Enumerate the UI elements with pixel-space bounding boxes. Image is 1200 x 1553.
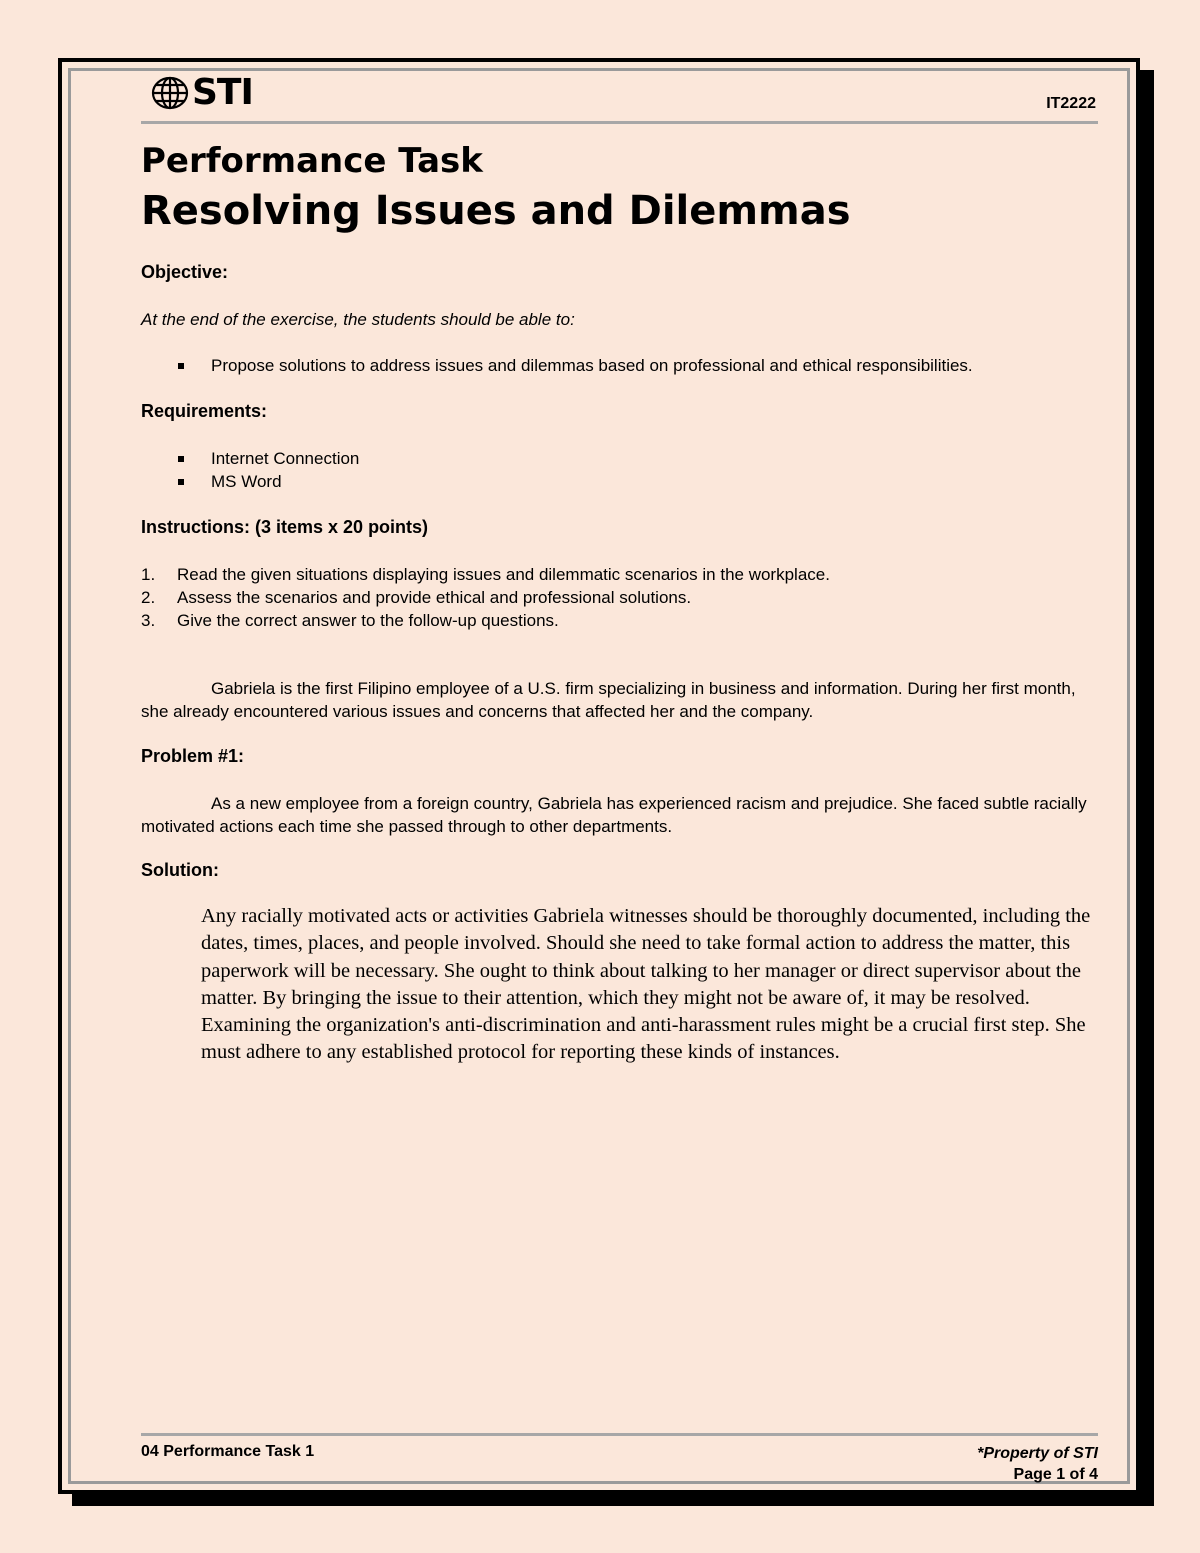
problem-heading: Problem #1: <box>141 746 245 766</box>
header-rule <box>141 121 1098 124</box>
page-title: Performance Task <box>141 141 483 181</box>
step-text: Read the given situations displaying issues and dilemmatic scenarios in the workplace. <box>177 565 830 584</box>
objective-intro: At the end of the exercise, the students should be able to: <box>141 310 575 329</box>
requirements-heading: Requirements: <box>141 401 268 421</box>
globe-icon <box>150 75 190 111</box>
course-code: IT2222 <box>1046 95 1096 112</box>
objective-list <box>141 354 1101 377</box>
solution-heading: Solution: <box>141 860 219 880</box>
list-item: MS Word <box>141 470 1101 493</box>
solution-paragraph: Any racially motivated acts or activities Gabriela witnesses should be thoroughly documented, including the dates, times, places, and people involved. Should she need to take formal action to address the matter, this paperwork will be necessary. She ought to think about talking to her manager or direct supervisor about the matter. By bringing the issue to their attention, which they might not be aware of, it may be resolved. Examining the organization's anti-discrimination and anti-harassment rules might be a crucial first step. She must adhere to any established protocol for reporting these kinds of instances. <box>201 905 1091 1064</box>
sti-logo <box>150 73 253 113</box>
list-item: Internet Connection <box>141 447 1101 470</box>
requirements-list <box>141 447 1101 493</box>
list-item <box>141 563 1101 586</box>
list-item <box>141 586 1101 609</box>
step-text: Give the correct answer to the follow-up questions. <box>177 611 559 630</box>
scenario-paragraph: Gabriela is the first Filipino employee of a U.S. firm specializing in business and information. During her first month, she already encountered various issues and concerns that affected her and the company. <box>141 679 1076 721</box>
step-number: 2. <box>141 588 156 607</box>
page-number: Page 1 of 4 <box>1013 1466 1098 1483</box>
logo-text: STI <box>192 72 253 113</box>
list-item <box>141 609 1101 632</box>
step-number: 1. <box>141 565 156 584</box>
problem-paragraph: As a new employee from a foreign country, Gabriela has experienced racism and prejudice. She faced subtle racially motivated actions each time she passed through to other departments. <box>141 794 1087 836</box>
footer-property: *Property of STI <box>977 1445 1098 1462</box>
list-item: Propose solutions to address issues and dilemmas based on professional and ethical responsibilities. <box>141 354 1101 377</box>
objective-heading: Objective: <box>141 262 229 282</box>
footer-rule <box>141 1433 1098 1436</box>
step-text: Assess the scenarios and provide ethical and professional solutions. <box>177 588 692 607</box>
footer-task-label: 04 Performance Task 1 <box>141 1443 315 1460</box>
step-number: 3. <box>141 611 156 630</box>
instructions-list <box>141 563 1101 632</box>
footer-right-block <box>977 1443 1098 1485</box>
instructions-heading: Instructions: (3 items x 20 points) <box>141 517 429 537</box>
page-subtitle: Resolving Issues and Dilemmas <box>141 188 851 234</box>
